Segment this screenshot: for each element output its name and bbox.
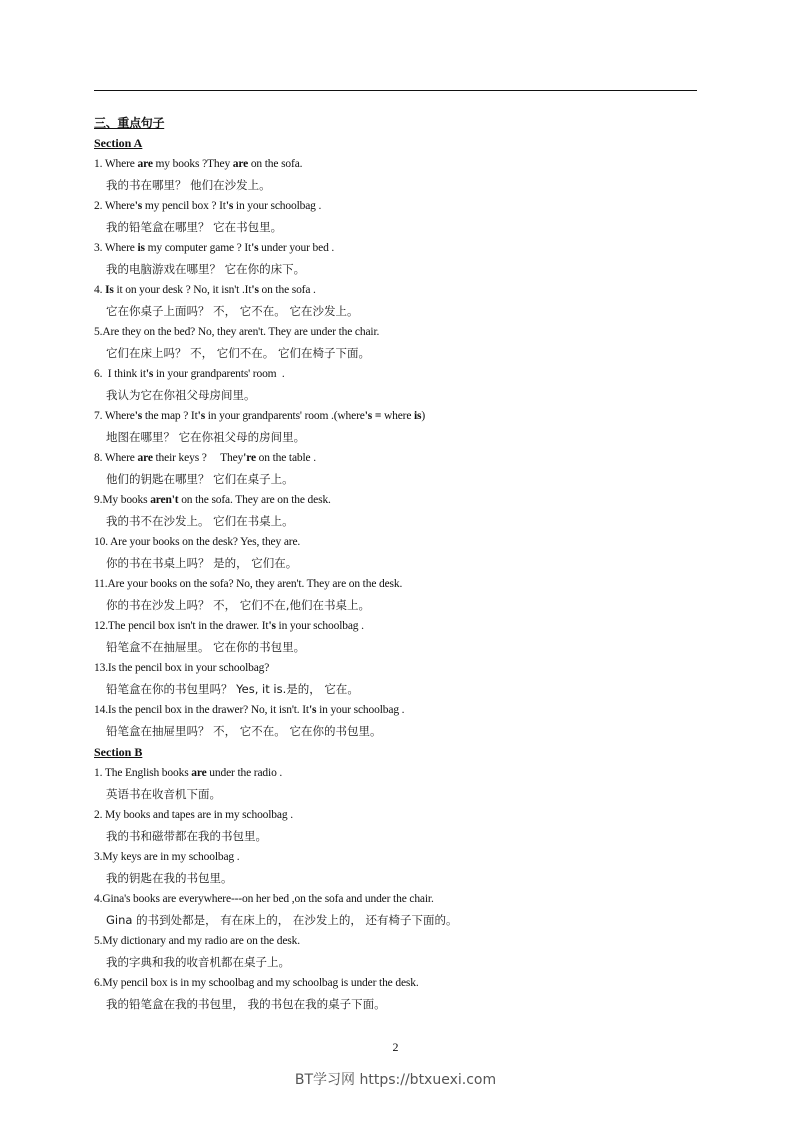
sentence-text: my books ?They: [152, 158, 233, 170]
english-sentence: [94, 280, 704, 301]
sentence-text: 13.Is the pencil box in your schoolbag?: [94, 662, 270, 674]
bold-keyword: 's: [308, 704, 317, 716]
sentence-text: 6. I think it: [94, 368, 146, 380]
english-sentence: [94, 238, 704, 259]
sentence-text: on the sofa .: [258, 284, 316, 296]
bold-keyword: 's: [197, 410, 206, 422]
english-sentence: [94, 532, 704, 553]
bold-keyword: 's: [134, 410, 143, 422]
sentence-text: 3. Where: [94, 242, 138, 254]
sentence-text: on the sofa.: [248, 158, 303, 170]
sentence-text: in your grandparents' room .(where: [205, 410, 365, 422]
chinese-translation: 我的书不在沙发上。 它们在书桌上。: [106, 514, 294, 528]
english-sentence: [94, 889, 704, 910]
chinese-translation: 我认为它在你祖父母房间里。: [106, 388, 256, 402]
sentence-text: 5.My dictionary and my radio are on the desk.: [94, 935, 300, 947]
english-sentence: [94, 805, 704, 826]
chinese-translation: 我的铅笔盒在哪里？ 它在书包里。: [106, 220, 283, 234]
chinese-translation: 我的铅笔盒在我的书包里， 我的书包在我的桌子下面。: [106, 997, 386, 1011]
sentence-text: 4.: [94, 284, 106, 296]
bold-keyword: are: [137, 452, 153, 464]
page-number: 2: [392, 1040, 399, 1054]
sentence-text: 11.Are your books on the sofa? No, they aren't. They are on the desk.: [94, 578, 403, 590]
sentence-text: 1. Where: [94, 158, 138, 170]
sentence-text: under the radio .: [206, 767, 283, 779]
bold-keyword: are: [137, 158, 153, 170]
chinese-translation: 你的书在书桌上吗？ 是的， 它们在。: [106, 556, 298, 570]
sentence-text: 10. Are your books on the desk? Yes, they are.: [94, 536, 301, 548]
sentence-text: in your schoolbag .: [233, 200, 322, 212]
bold-keyword: 's: [225, 200, 234, 212]
sentence-text: 2. My books and tapes are in my schoolbag .: [94, 809, 293, 821]
bold-keyword: 's: [145, 368, 154, 380]
sentence-text: 3.My keys are in my schoolbag .: [94, 851, 240, 863]
sentence-text: my computer game ? It: [144, 242, 252, 254]
bold-keyword: 's: [251, 242, 259, 254]
document-body: [94, 113, 704, 1015]
chinese-translation: 地图在哪里？ 它在你祖父母的房间里。: [106, 430, 306, 444]
english-sentence: [94, 700, 704, 721]
english-sentence: [94, 154, 704, 175]
bold-keyword: is: [414, 410, 422, 422]
bold-keyword: 's =: [364, 410, 382, 422]
bold-keyword: is: [137, 242, 145, 254]
english-sentence: [94, 616, 704, 637]
sentence-text: it on your desk ? No, it isn't .It: [113, 284, 252, 296]
chinese-translation: 英语书在收音机下面。: [106, 787, 221, 801]
english-sentence: [94, 448, 704, 469]
english-sentence: [94, 406, 704, 427]
sentence-text: ): [421, 410, 426, 422]
section-title: Section A: [94, 136, 143, 150]
english-sentence: [94, 490, 704, 511]
bold-keyword: 's: [134, 200, 143, 212]
bold-keyword: are: [191, 767, 207, 779]
english-sentence: [94, 931, 704, 952]
chinese-translation: 我的钥匙在我的书包里。: [106, 871, 233, 885]
english-sentence: [94, 763, 704, 784]
sentence-text: my pencil box ? It: [142, 200, 226, 212]
sentence-text: 12.The pencil box isn't in the drawer. It: [94, 620, 269, 632]
chinese-translation: 铅笔盒不在抽屉里。 它在你的书包里。: [106, 640, 306, 654]
bold-keyword: 's: [251, 284, 259, 296]
chinese-translation: 它们在床上吗？ 不， 它们不在。 它们在椅子下面。: [106, 346, 370, 360]
chinese-translation: 你的书在沙发上吗？ 不， 它们不在,他们在书桌上。: [106, 598, 370, 612]
bold-keyword: 're: [243, 452, 256, 464]
sentence-text: 8. Where: [94, 452, 138, 464]
sections-container: [94, 133, 704, 1015]
chinese-translation: 铅笔盒在抽屉里吗？ 不， 它不在。 它在你的书包里。: [106, 724, 382, 738]
sentence-text: under your bed .: [258, 242, 335, 254]
bold-keyword: Is: [105, 284, 114, 296]
sentence-text: 5.Are they on the bed? No, they aren't. They are under the chair.: [94, 326, 380, 338]
sentence-text: on the table .: [255, 452, 316, 464]
english-sentence: [94, 658, 704, 679]
sentence-text: 9.My books: [94, 494, 151, 506]
chinese-translation: Gina 的书到处都是， 有在床上的， 在沙发上的， 还有椅子下面的。: [106, 913, 458, 927]
sentence-text: in your schoolbag .: [275, 620, 364, 632]
chinese-translation: 它在你桌子上面吗？ 不， 它不在。 它在沙发上。: [106, 304, 359, 318]
english-sentence: [94, 973, 704, 994]
sentence-text: 4.Gina's books are everywhere---on her bed ,on the sofa and under the chair.: [94, 893, 434, 905]
header-rule: [94, 90, 697, 91]
bold-keyword: are: [232, 158, 249, 170]
chinese-translation: 我的书和磁带都在我的书包里。: [106, 829, 267, 843]
english-sentence: [94, 364, 704, 385]
section-title: Section B: [94, 745, 143, 759]
bold-keyword: aren't: [150, 494, 179, 506]
sentence-text: in your schoolbag .: [316, 704, 405, 716]
bold-keyword: 's: [268, 620, 276, 632]
sentence-text: on the sofa. They are on the desk.: [178, 494, 331, 506]
watermark: BT学习网 https://btxuexi.com: [294, 1072, 497, 1088]
chinese-translation: 我的字典和我的收音机都在桌子上。: [106, 955, 290, 969]
sentence-text: 6.My pencil box is in my schoolbag and my schoolbag is under the desk.: [94, 977, 419, 989]
sentence-text: where: [381, 410, 415, 422]
chinese-translation: 他们的钥匙在哪里？ 它们在桌子上。: [106, 472, 294, 486]
chinese-translation: 铅笔盒在你的书包里吗？ Yes, it is.是的， 它在。: [106, 682, 359, 696]
chinese-translation: 我的书在哪里？ 他们在沙发上。: [106, 178, 271, 192]
sentence-text: 1. The English books: [94, 767, 192, 779]
chinese-translation: 我的电脑游戏在哪里？ 它在你的床下。: [106, 262, 306, 276]
sentence-text: the map ? It: [142, 410, 198, 422]
sentence-text: their keys ? They: [152, 452, 244, 464]
sentence-text: 2. Where: [94, 200, 135, 212]
english-sentence: [94, 847, 704, 868]
english-sentence: [94, 574, 704, 595]
sentence-text: 7. Where: [94, 410, 135, 422]
sentence-text: in your grandparents' room .: [153, 368, 285, 380]
english-sentence: [94, 322, 704, 343]
sentence-text: 14.Is the pencil box in the drawer? No, it isn't. It: [94, 704, 309, 716]
english-sentence: [94, 196, 704, 217]
page-heading: 三、重点句子: [94, 116, 165, 130]
